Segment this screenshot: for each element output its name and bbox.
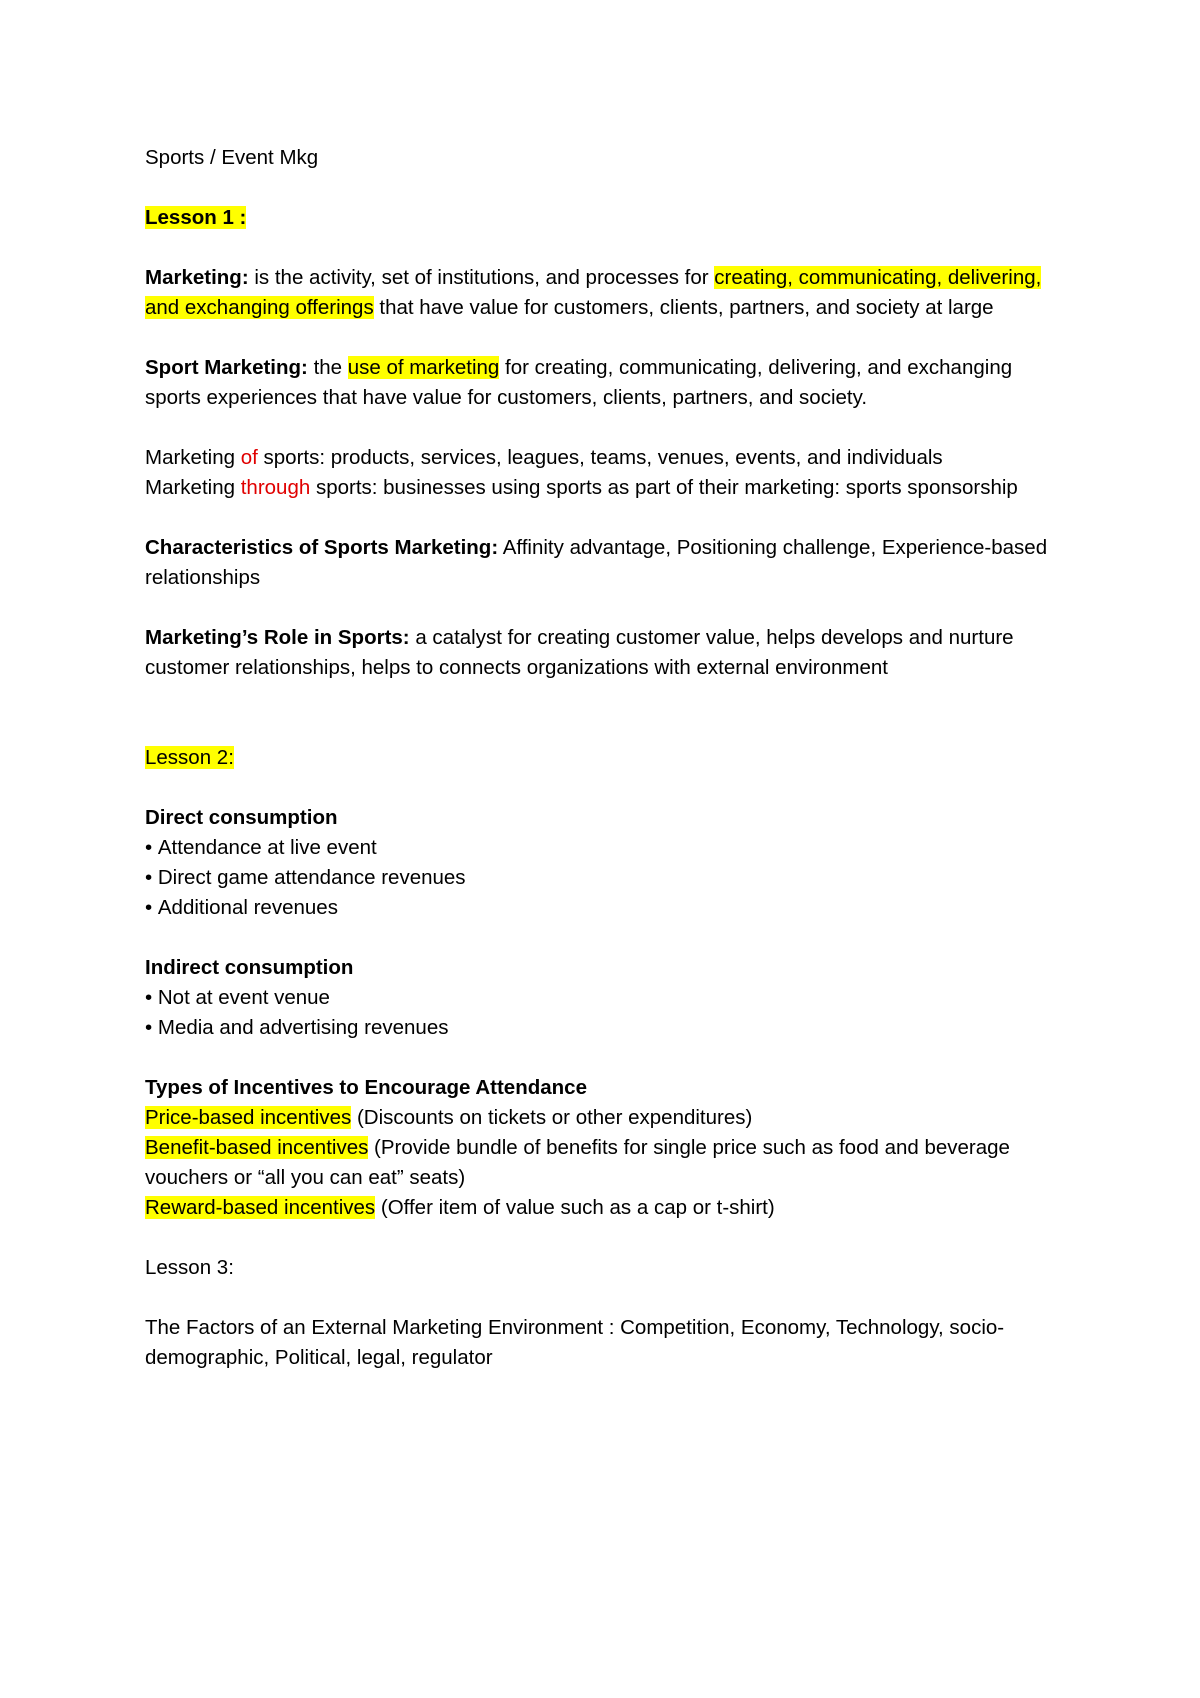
characteristics-paragraph [145, 533, 1065, 593]
sport-marketing-term: Sport Marketing: [145, 356, 308, 379]
reward-incentive [145, 1193, 1065, 1223]
lesson1-heading-text: Lesson 1 : [145, 206, 247, 229]
marketing-definition [145, 263, 1065, 323]
marketing-def-text1: is the activity, set of institutions, and processes for [248, 266, 715, 289]
characteristics-term: Characteristics of Sports Marketing: [145, 536, 499, 559]
marketing-through-prefix: Marketing [145, 476, 241, 499]
marketing-of-keyword: of [240, 446, 258, 469]
direct-consumption-title-text: Direct consumption [145, 806, 338, 829]
list-item: • Attendance at live event [145, 833, 1065, 863]
lesson3-heading: Lesson 3: [145, 1256, 234, 1279]
role-text: a catalyst for creating customer value, helps develops and nurture customer relationships, helps to connects organizations with external environment [145, 626, 1014, 679]
lesson3-paragraph: The Factors of an External Marketing Environment : Competition, Economy, Technology, socio-demographic, Political, legal, regulator [145, 1316, 1005, 1369]
sport-marketing-text1: the [307, 356, 348, 379]
marketing-through-line [145, 473, 1065, 503]
incentives-title-text: Types of Incentives to Encourage Attendance [145, 1076, 587, 1099]
sport-marketing-definition [145, 353, 1065, 413]
marketing-def-text2: that have value for customers, clients, partners, and society at large [373, 296, 994, 319]
sport-marketing-text2: for creating, communicating, delivering, and exchanging sports experiences that have value for customers, clients, partners, and society. [145, 356, 1013, 409]
lesson1-heading [145, 203, 1065, 233]
marketing-of-text: sports: products, services, leagues, teams, venues, events, and individuals [257, 446, 943, 469]
marketing-term: Marketing: [145, 266, 249, 289]
marketing-of-prefix: Marketing [145, 446, 241, 469]
price-incentive-text: (Discounts on tickets or other expenditures) [351, 1106, 753, 1129]
marketing-through-text: sports: businesses using sports as part of their marketing: sports sponsorship [310, 476, 1018, 499]
direct-consumption-title [145, 803, 1065, 833]
lesson2-heading-text: Lesson 2: [145, 746, 234, 769]
marketing-of-line [145, 443, 1065, 473]
indirect-consumption-title [145, 953, 1065, 983]
list-item: • Direct game attendance revenues [145, 863, 1065, 893]
role-paragraph [145, 623, 1065, 683]
list-item: • Media and advertising revenues [145, 1013, 1065, 1043]
price-incentive-label: Price-based incentives [145, 1106, 352, 1129]
role-term: Marketing’s Role in Sports: [145, 626, 410, 649]
indirect-consumption-title-text: Indirect consumption [145, 956, 354, 979]
reward-incentive-label: Reward-based incentives [145, 1196, 376, 1219]
characteristics-text: Affinity advantage, Positioning challenge, Experience-based relationships [145, 536, 1048, 589]
list-item: • Additional revenues [145, 893, 1065, 923]
sport-marketing-highlight: use of marketing [347, 356, 500, 379]
benefit-incentive-text: (Provide bundle of benefits for single price such as food and beverage vouchers or “all you can eat” seats) [145, 1136, 1010, 1189]
reward-incentive-text: (Offer item of value such as a cap or t-shirt) [375, 1196, 775, 1219]
list-item: • Not at event venue [145, 983, 1065, 1013]
benefit-incentive [145, 1133, 1065, 1193]
marketing-def-highlight: creating, communicating, delivering, and exchanging offerings [145, 266, 1042, 319]
marketing-through-keyword: through [240, 476, 311, 499]
lesson2-heading [145, 743, 1065, 773]
document-title: Sports / Event Mkg [145, 146, 319, 169]
incentives-title [145, 1073, 1065, 1103]
benefit-incentive-label: Benefit-based incentives [145, 1136, 369, 1159]
price-incentive [145, 1103, 1065, 1133]
document-page [145, 143, 1065, 1373]
